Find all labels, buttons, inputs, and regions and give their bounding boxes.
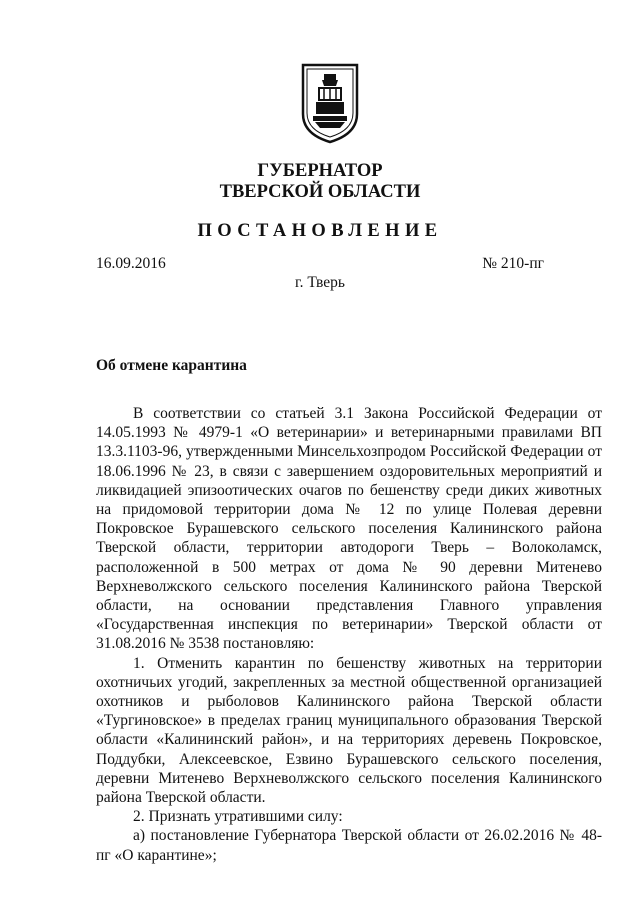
document-city: г. Тверь xyxy=(295,274,345,291)
document-body xyxy=(96,404,602,865)
issuer-title-line2: ТВЕРСКОЙ ОБЛАСТИ xyxy=(219,182,421,202)
tver-coat-of-arms-icon xyxy=(300,62,360,144)
document-type: ПОСТАНОВЛЕНИЕ xyxy=(197,221,443,241)
document-subject: Об отмене карантина xyxy=(96,357,247,374)
issuer-title-line1: ГУБЕРНАТОР xyxy=(257,161,383,181)
document-number: № 210-пг xyxy=(482,255,544,272)
document-date: 16.09.2016 xyxy=(96,255,166,272)
clause-1-paragraph: 1. Отменить карантин по бешенству животных на территории охотничьих угодий, закрепленных за местной общественной организацией охотников и рыболовов Калининского района Тверской области «Тургиновское» в пределах границ муниципального образования Тверской области «Калининский район», и на территориях деревень Покровское, Поддубки, Алексеевское, Езвино Бурашевского сельского поселения, деревни Митенево Верхневолжского сельского поселения Калининского района Тверской области. xyxy=(96,654,602,807)
clause-2-paragraph: 2. Признать утратившими силу: xyxy=(133,808,343,826)
clause-2a-paragraph: а) постановление Губернатора Тверской области от 26.02.2016 № 48-пг «О карантине»; xyxy=(96,827,602,864)
preamble-paragraph: В соответствии со статьей 3.1 Закона Российской Федерации от 14.05.1993 № 4979-1 «О ветеринарии» и ветеринарными правилами ВП 13.3.1103-96, утвержденными Минсельхозпродом Российской Федерации от 18.06.1996 № 23, в связи с завершением оздоровительных мероприятий и ликвидацией эпизоотических очагов по бешенству среди диких животных на придомовой территории дома № 12 по улице Полевая деревни Покровское Бурашевского сельского поселения Калининского района Тверской области, территории автодороги Тверь – Волоколамск, расположенной в 500 метрах от дома № 90 деревни Митенево Верхневолжского сельского поселения Калининского района Тверской области, на основании представления Главного управления «Государственная инспекция по ветеринарии» Тверской области от 31.08.2016 № 3538 постановляю: xyxy=(96,405,602,653)
